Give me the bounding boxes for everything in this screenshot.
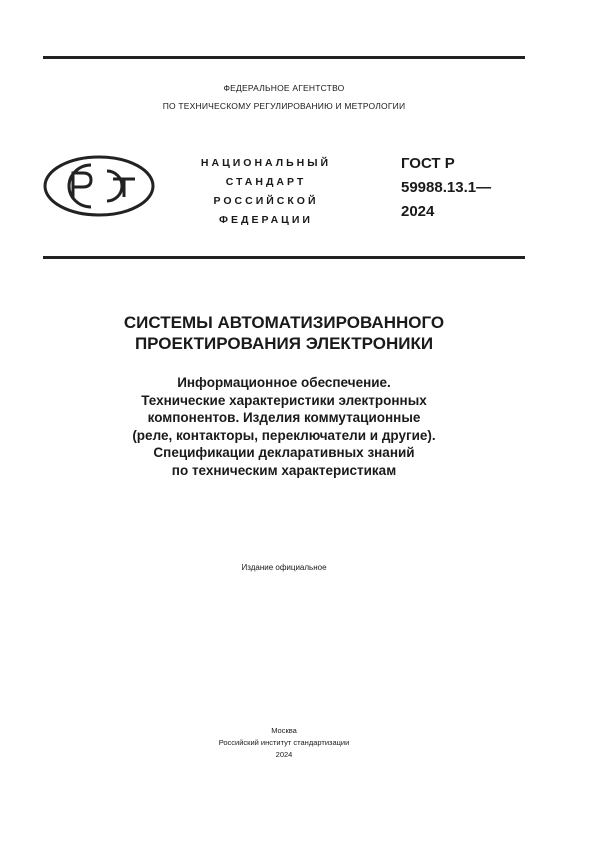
national-standard-line-1: НАЦИОНАЛЬНЫЙ	[200, 157, 332, 169]
subtitle-line: Информационное обеспечение.	[177, 375, 391, 390]
document-title	[43, 312, 525, 354]
gost-line-3: 2024	[401, 203, 435, 220]
top-rule	[43, 56, 525, 59]
gost-designation	[401, 152, 491, 224]
national-standard-block	[190, 154, 342, 230]
subtitle-line: Технические характеристики электронных	[141, 392, 427, 408]
gost-line-2: 59988.13.1—	[401, 179, 492, 196]
national-standard-line-2: СТАНДАРТ	[225, 176, 307, 188]
imprint	[43, 725, 525, 761]
bottom-rule	[43, 256, 525, 259]
document-subtitle	[43, 374, 525, 479]
imprint-year: 2024	[275, 750, 293, 759]
subtitle-line: по техническим характеристикам	[171, 462, 397, 478]
agency-line-2: ПО ТЕХНИЧЕСКОМУ РЕГУЛИРОВАНИЮ И МЕТРОЛОГИИ	[162, 101, 406, 111]
national-standard-line-3: РОССИЙСКОЙ	[213, 195, 319, 207]
imprint-publisher: Российский институт стандартизации	[218, 738, 350, 747]
national-standard-line-4: ФЕДЕРАЦИИ	[219, 214, 313, 226]
gost-line-1: ГОСТ Р	[401, 155, 455, 172]
title-line-1: СИСТЕМЫ АВТОМАТИЗИРОВАННОГО	[123, 313, 445, 332]
subtitle-line: Спецификации декларативных знаний	[153, 445, 415, 460]
title-line-2: ПРОЕКТИРОВАНИЯ ЭЛЕКТРОНИКИ	[134, 334, 434, 353]
imprint-city: Москва	[271, 726, 297, 735]
rst-certification-mark-icon	[43, 155, 155, 217]
agency-line-1: ФЕДЕРАЛЬНОЕ АГЕНТСТВО	[223, 83, 345, 93]
subtitle-line: компонентов. Изделия коммутационные	[147, 410, 421, 425]
edition-label: Издание официальное	[241, 563, 327, 572]
subtitle-line: (реле, контакторы, переключатели и другие).	[132, 427, 436, 443]
